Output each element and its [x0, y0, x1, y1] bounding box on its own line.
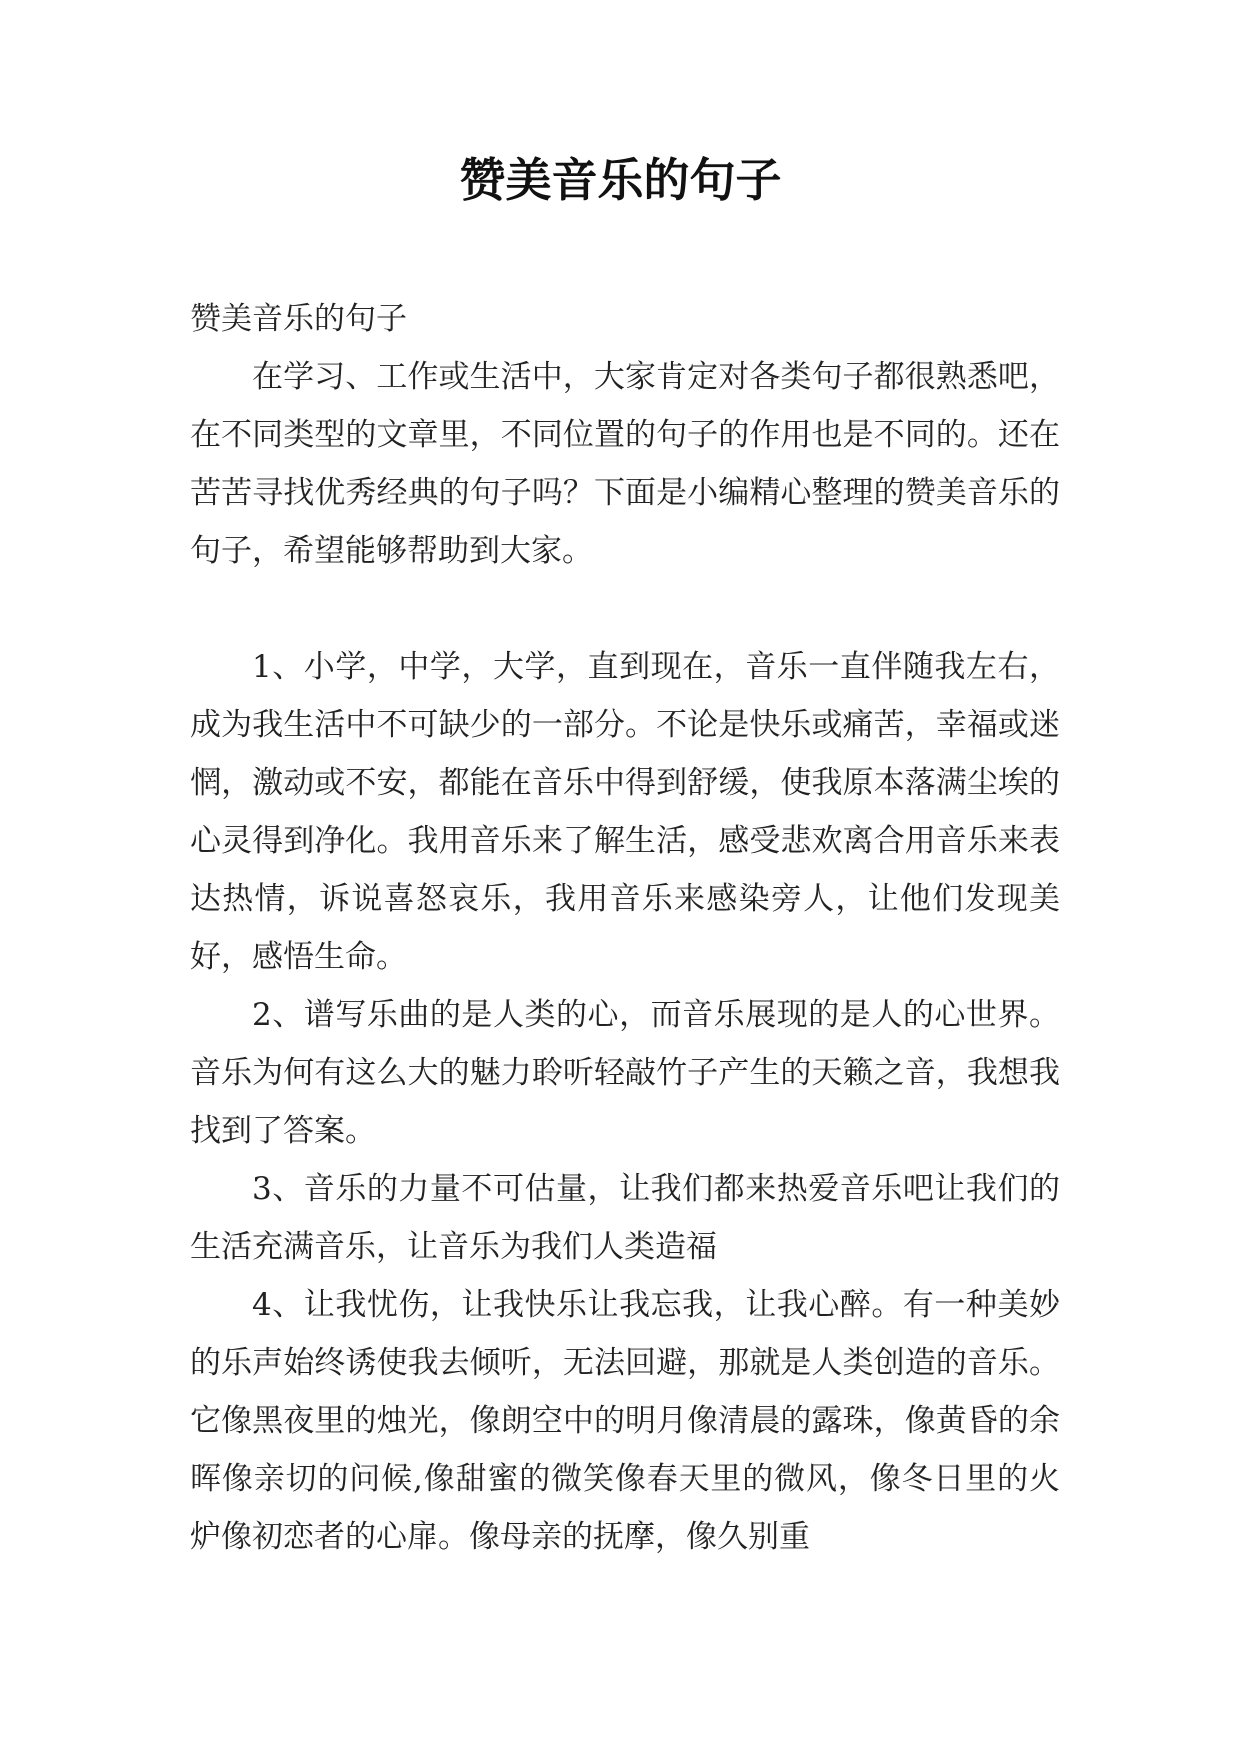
document-body: [190, 290, 1060, 1566]
intro-paragraph: 在学习、工作或生活中，大家肯定对各类句子都很熟悉吧，在不同类型的文章里，不同位置的句子的作用也是不同的。还在苦苦寻找优秀经典的句子吗？下面是小编精心整理的赞美音乐的句子，希望能够帮助到大家。: [190, 359, 1060, 569]
item-paragraph-3: 3、音乐的力量不可估量，让我们都来热爱音乐吧让我们的生活充满音乐，让音乐为我们人类造福: [190, 1171, 1060, 1265]
item-paragraph-2: 2、谱写乐曲的是人类的心，而音乐展现的是人的心世界。音乐为何有这么大的魅力聆听轻敲竹子产生的天籁之音，我想我找到了答案。: [190, 997, 1060, 1149]
paragraph-gap: [190, 580, 1060, 638]
item-paragraph-4: 4、让我忧伤，让我快乐让我忘我，让我心醉。有一种美妙的乐声始终诱使我去倾听，无法回避，那就是人类创造的音乐。它像黑夜里的烛光，像朗空中的明月像清晨的露珠，像黄昏的余晖像亲切的问候,像甜蜜的微笑像春天里的微风，像冬日里的火炉像初恋者的心扉。像母亲的抚摩，像久别重: [190, 1287, 1060, 1555]
document-title: 赞美音乐的句子: [459, 153, 782, 207]
item-paragraph-1: 1、小学，中学，大学，直到现在，音乐一直伴随我左右，成为我生活中不可缺少的一部分。不论是快乐或痛苦，幸福或迷惘，激动或不安，都能在音乐中得到舒缓，使我原本落满尘埃的心灵得到净化。我用音乐来了解生活，感受悲欢离合用音乐来表达热情，诉说喜怒哀乐，我用音乐来感染旁人，让他们发现美好，感悟生命。: [190, 649, 1060, 975]
document-subtitle: 赞美音乐的句子: [190, 301, 407, 337]
